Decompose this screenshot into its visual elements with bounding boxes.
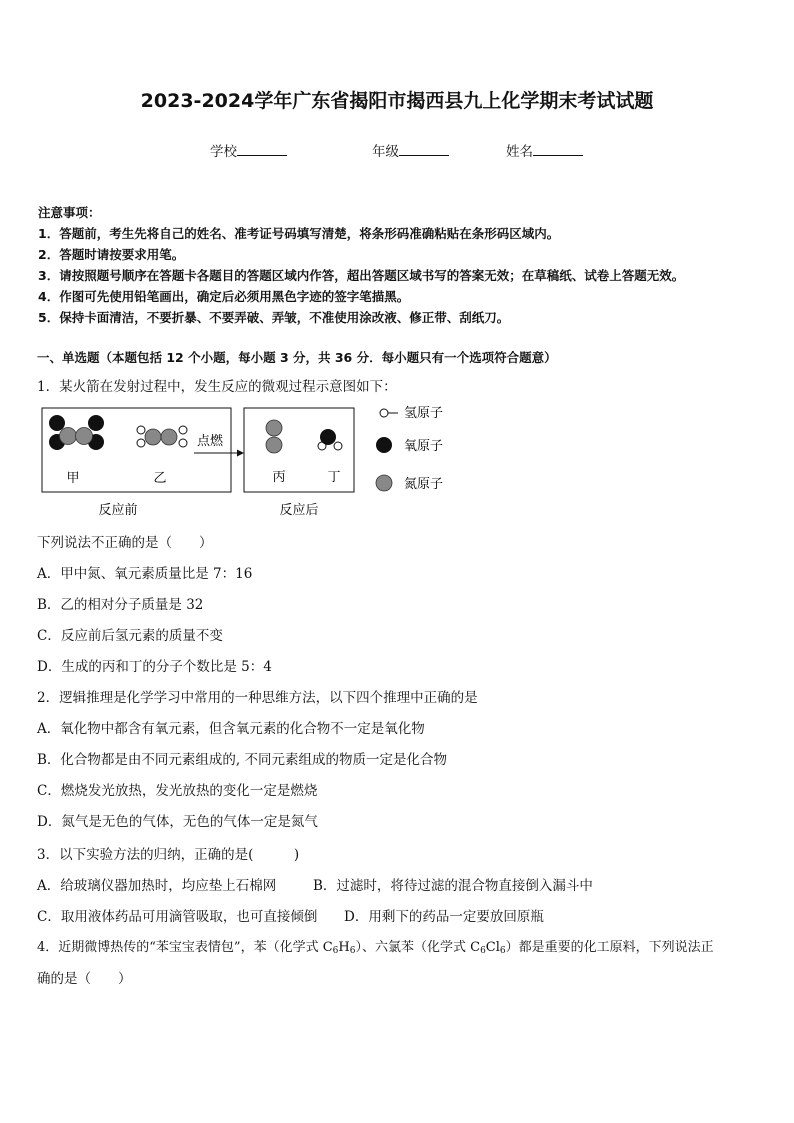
bing-label: 丙 <box>272 470 286 485</box>
notice-item: 5．保持卡面清洁，不要折暴、不要弄破、弄皱，不准使用涂改液、修正带、刮纸刀。 <box>38 310 510 325</box>
q4-text-b: ）、六氯苯（化学式 C <box>355 940 481 955</box>
school-label: 学校 <box>210 144 237 160</box>
q4-stem-line2: 确的是（ ） <box>37 971 132 987</box>
q4-text-c: ）都是重要的化工原料，下列说法正 <box>505 940 714 955</box>
bing-molecule <box>266 420 282 453</box>
section-heading: 一、单选题（本题包括 12 个小题，每小题 3 分，共 36 分．每小题只有一个选项符合题意） <box>37 350 557 365</box>
notice-item: 4．作图可先使用铅笔画出，确定后必须用黑色字迹的签字笔描黑。 <box>38 289 410 304</box>
legend-oxygen-label: 氧原子 <box>404 439 444 454</box>
legend-hydrogen-label: 氢原子 <box>404 406 444 421</box>
grade-label: 年级 <box>372 144 399 160</box>
notice-heading: 注意事项： <box>38 205 101 220</box>
jia-molecule <box>49 415 104 450</box>
q2-option-c[interactable]: C．燃烧发光放热，发光放热的变化一定是燃烧 <box>37 783 318 799</box>
q1-option-b[interactable]: B．乙的相对分子质量是 32 <box>37 597 204 613</box>
grade-field[interactable] <box>372 140 449 160</box>
notice-item: 1．答题前，考生先将自己的姓名、准考证号码填写清楚，将条形码准确粘贴在条形码区域内。 <box>38 226 560 241</box>
q3-option-c[interactable]: C．取用液体药品可用滴管吸取，也可直接倾倒 <box>37 909 318 925</box>
yi-molecule <box>137 426 187 447</box>
q3-option-d[interactable]: D．用剩下的药品一定要放回原瓶 <box>344 909 544 925</box>
q4-stem-line1 <box>37 936 714 956</box>
jia-label: 甲 <box>66 471 80 486</box>
ding-molecule <box>318 429 342 450</box>
name-label: 姓名 <box>506 144 533 160</box>
grade-blank[interactable] <box>399 143 449 156</box>
notice-item: 2．答题时请按要求用笔。 <box>38 247 185 262</box>
q3-option-b[interactable]: B．过滤时，将待过滤的混合物直接倒入漏斗中 <box>313 878 593 894</box>
after-label: 反应后 <box>279 503 319 518</box>
arrow-head <box>237 450 244 457</box>
q4-text-a: 4．近期微博热传的“苯宝宝表情包”，苯（化学式 C <box>37 940 333 955</box>
arrow-label: 点燃 <box>196 434 224 449</box>
q2-stem: 2．逻辑推理是化学学习中常用的一种思维方法，以下四个推理中正确的是 <box>37 690 478 706</box>
q3-option-a[interactable]: A．给玻璃仪器加热时，均应垫上石棉网 <box>37 878 277 894</box>
q1-stem: 1．某火箭在发射过程中，发生反应的微观过程示意图如下： <box>37 379 397 395</box>
q4-sub: 6 <box>332 946 339 956</box>
q2-option-b[interactable]: B．化合物都是由不同元素组成的, 不同元素组成的物质一定是化合物 <box>37 752 448 768</box>
q4-sub: 6 <box>499 946 506 956</box>
q2-option-a[interactable]: A．氧化物中都含有氧元素，但含氧元素的化合物不一定是氧化物 <box>37 721 425 737</box>
legend-hydrogen <box>380 406 443 421</box>
legend-oxygen <box>376 437 443 454</box>
name-blank[interactable] <box>533 143 583 156</box>
q4-sub: 6 <box>349 946 356 956</box>
q1-option-d[interactable]: D．生成的丙和丁的分子个数比是 5：4 <box>37 659 272 675</box>
before-label: 反应前 <box>98 503 138 518</box>
yi-label: 乙 <box>153 471 167 486</box>
name-field[interactable] <box>506 140 583 160</box>
q3-stem: 3．以下实验方法的归纳，正确的是( ) <box>37 847 300 863</box>
q4-cl: Cl <box>485 940 500 955</box>
q1-option-c[interactable]: C．反应前后氢元素的质量不变 <box>37 628 223 644</box>
page-title: 2023-2024学年广东省揭阳市揭西县九上化学期末考试试题 <box>140 90 654 112</box>
q1-option-a[interactable]: A．甲中氮、氧元素质量比是 7：16 <box>37 566 253 582</box>
legend-nitrogen-label: 氮原子 <box>404 477 444 492</box>
school-blank[interactable] <box>237 143 287 156</box>
q2-option-d[interactable]: D．氮气是无色的气体，无色的气体一定是氮气 <box>37 814 318 830</box>
school-field[interactable] <box>210 140 287 160</box>
legend-nitrogen <box>376 475 443 492</box>
q4-sub: 6 <box>480 946 486 956</box>
q1-question: 下列说法不正确的是（ ） <box>37 535 213 551</box>
notice-item: 3．请按照题号顺序在答题卡各题目的答题区域内作答，超出答题区域书写的答案无效；在草稿纸、试卷上答题无效。 <box>38 268 685 283</box>
ding-label: 丁 <box>327 470 341 485</box>
q4-h: H <box>338 940 350 955</box>
reaction-diagram <box>38 400 468 522</box>
